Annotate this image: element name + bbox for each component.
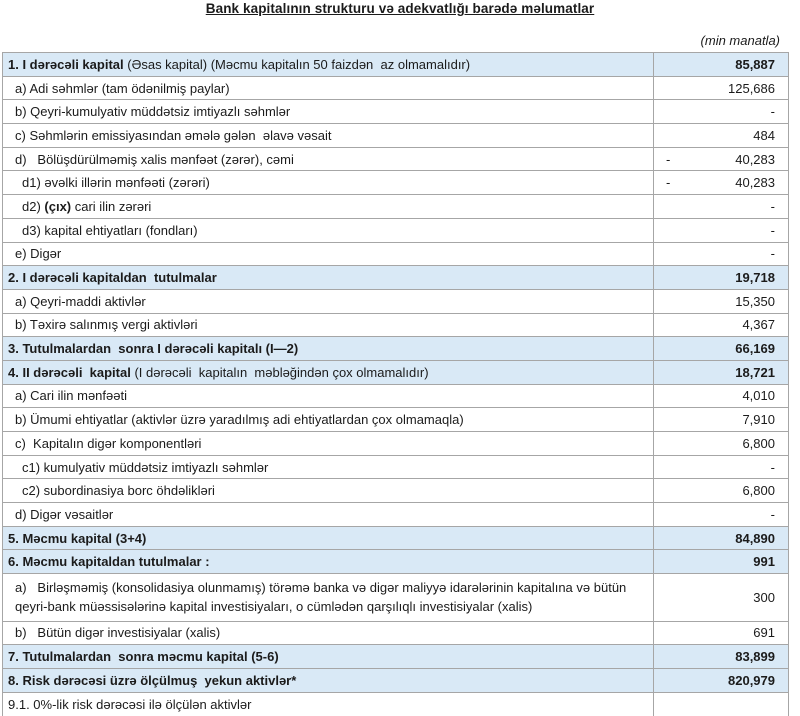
row-value <box>654 408 789 432</box>
row-label-text: (I dərəcəli kapitalın məbləğindən çox olmamalıdır) <box>134 364 429 380</box>
table-row <box>3 289 789 313</box>
row-value <box>654 479 789 503</box>
row-label-text: d3) kapital ehtiyatları (fondları) <box>22 222 198 238</box>
row-value <box>654 218 789 242</box>
row-label <box>3 574 654 621</box>
row-value <box>654 313 789 337</box>
table-row <box>3 100 789 124</box>
row-label-text: c1) kumulyativ müddətsiz imtiyazlı səhmlər <box>22 459 269 475</box>
row-label-text: b) Ümumi ehtiyatlar (aktivlər üzrə yaradılmış adi ehtiyatlardan çox olmamaqla) <box>15 412 464 428</box>
row-value <box>654 266 789 290</box>
table-row <box>3 242 789 266</box>
row-label-text: b) Qeyri-kumulyativ müddətsiz imtiyazlı səhmlər <box>15 104 291 120</box>
row-amount: - <box>770 222 775 238</box>
row-label <box>3 337 654 361</box>
row-amount: 40,283 <box>735 151 775 167</box>
table-row <box>3 408 789 432</box>
row-label-text: d1) əvəlki illərin mənfəəti (zərəri) <box>22 175 210 191</box>
row-label <box>3 668 654 692</box>
row-amount: - <box>770 104 775 120</box>
row-amount: 300 <box>753 589 775 605</box>
table-row <box>3 124 789 148</box>
table-row <box>3 147 789 171</box>
row-value <box>654 171 789 195</box>
row-label-text: 6. Məcmu kapitaldan tutulmalar : <box>8 554 210 570</box>
row-label <box>3 550 654 574</box>
row-label-text: 5. Məcmu kapital (3+4) <box>8 530 147 546</box>
row-label <box>3 360 654 384</box>
row-amount: 19,718 <box>735 270 775 286</box>
row-label <box>3 195 654 219</box>
row-label-text: 3. Tutulmalardan sonra I dərəcəli kapitalı (I—2) <box>8 341 299 357</box>
row-value <box>654 124 789 148</box>
row-label <box>3 503 654 527</box>
row-value <box>654 147 789 171</box>
row-amount: 4,010 <box>742 388 775 404</box>
unit-note: (min manatla) <box>700 33 780 48</box>
row-label <box>3 76 654 100</box>
table-row <box>3 455 789 479</box>
table-row <box>3 432 789 456</box>
row-label-text: d) Digər vəsaitlər <box>15 506 114 522</box>
row-label <box>3 384 654 408</box>
row-value <box>654 53 789 77</box>
row-label <box>3 432 654 456</box>
row-label <box>3 455 654 479</box>
row-value <box>654 384 789 408</box>
table-row <box>3 645 789 669</box>
row-label-text: (Əsas kapital) (Məcmu kapitalın 50 faizdən az olmamalıdır) <box>127 56 471 72</box>
row-value <box>654 76 789 100</box>
row-amount: 18,721 <box>735 364 775 380</box>
row-amount: 85,887 <box>735 56 775 72</box>
row-label-text: a) Birləşməmiş (konsolidasiya olunmamış) törəmə banka və digər maliyyə idarələrinin kapitalına və bütün qeyri-bank müəssisələrinə kapital investisiyaları, o cümlədən qarşılıqlı investisiyalar (xalis) <box>15 580 630 615</box>
row-label-text: 2. I dərəcəli kapitaldan tutulmalar <box>8 270 217 286</box>
table-row <box>3 384 789 408</box>
table-row <box>3 479 789 503</box>
table-row <box>3 692 789 716</box>
row-value <box>654 455 789 479</box>
row-value <box>654 621 789 645</box>
row-label-text: a) Cari ilin mənfəəti <box>15 388 127 404</box>
table-row <box>3 218 789 242</box>
row-label-text: 1. I dərəcəli kapital <box>8 56 128 72</box>
row-label-text: b) Təxirə salınmış vergi aktivləri <box>15 317 198 333</box>
row-label <box>3 289 654 313</box>
row-amount: 4,367 <box>742 317 775 333</box>
table-row <box>3 266 789 290</box>
row-label <box>3 147 654 171</box>
row-value <box>654 360 789 384</box>
table-row <box>3 621 789 645</box>
row-label <box>3 621 654 645</box>
row-label-text: 8. Risk dərəcəsi üzrə ölçülmuş yekun aktivlər* <box>8 672 297 688</box>
row-value <box>654 526 789 550</box>
row-label <box>3 266 654 290</box>
row-amount: 991 <box>753 554 775 570</box>
row-amount: - <box>770 459 775 475</box>
row-value <box>654 668 789 692</box>
row-amount: 66,169 <box>735 341 775 357</box>
row-label-text: c2) subordinasiya borc öhdəlikləri <box>22 483 215 499</box>
row-amount: 6,800 <box>742 483 775 499</box>
row-label-text: c) Səhmlərin emissiyasından əmələ gələn əlavə vəsait <box>15 127 332 143</box>
row-label-text: b) Bütün digər investisiyalar (xalis) <box>15 625 221 641</box>
row-value <box>654 100 789 124</box>
row-amount: 7,910 <box>742 412 775 428</box>
row-amount: - <box>770 246 775 262</box>
row-amount: 691 <box>753 625 775 641</box>
row-label-text: d) Bölüşdürülməmiş xalis mənfəət (zərər), cəmi <box>15 151 294 167</box>
page-title: Bank kapitalının strukturu və adekvatlığı barədə məlumatlar <box>205 1 595 16</box>
table-row <box>3 574 789 621</box>
row-amount: 6,800 <box>742 435 775 451</box>
negative-sign: - <box>666 175 671 191</box>
row-value <box>654 195 789 219</box>
row-label <box>3 242 654 266</box>
row-value <box>654 503 789 527</box>
row-label-text: cari ilin zərəri <box>71 198 152 214</box>
row-label <box>3 526 654 550</box>
row-amount: 84,890 <box>735 530 775 546</box>
row-label-text: (çıx) <box>44 198 72 214</box>
row-label <box>3 408 654 432</box>
row-amount: 820,979 <box>728 672 775 688</box>
row-label-text: a) Qeyri-maddi aktivlər <box>15 293 146 309</box>
table-row <box>3 360 789 384</box>
row-value <box>654 550 789 574</box>
row-label <box>3 313 654 337</box>
row-amount: - <box>770 506 775 522</box>
row-value <box>654 574 789 621</box>
row-label <box>3 100 654 124</box>
table-row <box>3 195 789 219</box>
capital-table-body <box>3 53 789 716</box>
row-label-text: e) Digər <box>15 246 62 262</box>
row-value <box>654 289 789 313</box>
row-amount: 125,686 <box>728 80 775 96</box>
row-value <box>654 432 789 456</box>
row-label <box>3 218 654 242</box>
row-value <box>654 337 789 361</box>
table-row <box>3 526 789 550</box>
table-row <box>3 668 789 692</box>
table-row <box>3 171 789 195</box>
table-row <box>3 76 789 100</box>
row-label-text: 9.1. 0%-lik risk dərəcəsi ilə ölçülən aktivlər <box>8 696 252 712</box>
row-label-text: 4. II dərəcəli kapital <box>8 364 135 380</box>
negative-sign: - <box>666 151 671 167</box>
row-label-text: a) Adi səhmlər (tam ödənilmiş paylar) <box>15 80 230 96</box>
table-row <box>3 550 789 574</box>
row-label <box>3 124 654 148</box>
row-value <box>654 645 789 669</box>
row-amount: 484 <box>753 127 775 143</box>
row-label <box>3 171 654 195</box>
row-amount: 40,283 <box>735 175 775 191</box>
row-amount: 15,350 <box>735 293 775 309</box>
table-row <box>3 313 789 337</box>
row-value <box>654 692 789 716</box>
row-amount: - <box>770 198 775 214</box>
row-label <box>3 692 654 716</box>
table-row <box>3 53 789 77</box>
row-label-text: c) Kapitalın digər komponentləri <box>15 435 202 451</box>
row-label-text: d2) <box>22 198 45 214</box>
table-row <box>3 337 789 361</box>
row-label <box>3 645 654 669</box>
row-label <box>3 479 654 503</box>
row-label <box>3 53 654 77</box>
capital-table <box>2 52 789 716</box>
table-row <box>3 503 789 527</box>
row-value <box>654 242 789 266</box>
row-amount: 83,899 <box>735 649 775 665</box>
row-label-text: 7. Tutulmalardan sonra məcmu kapital (5-6) <box>8 649 279 665</box>
